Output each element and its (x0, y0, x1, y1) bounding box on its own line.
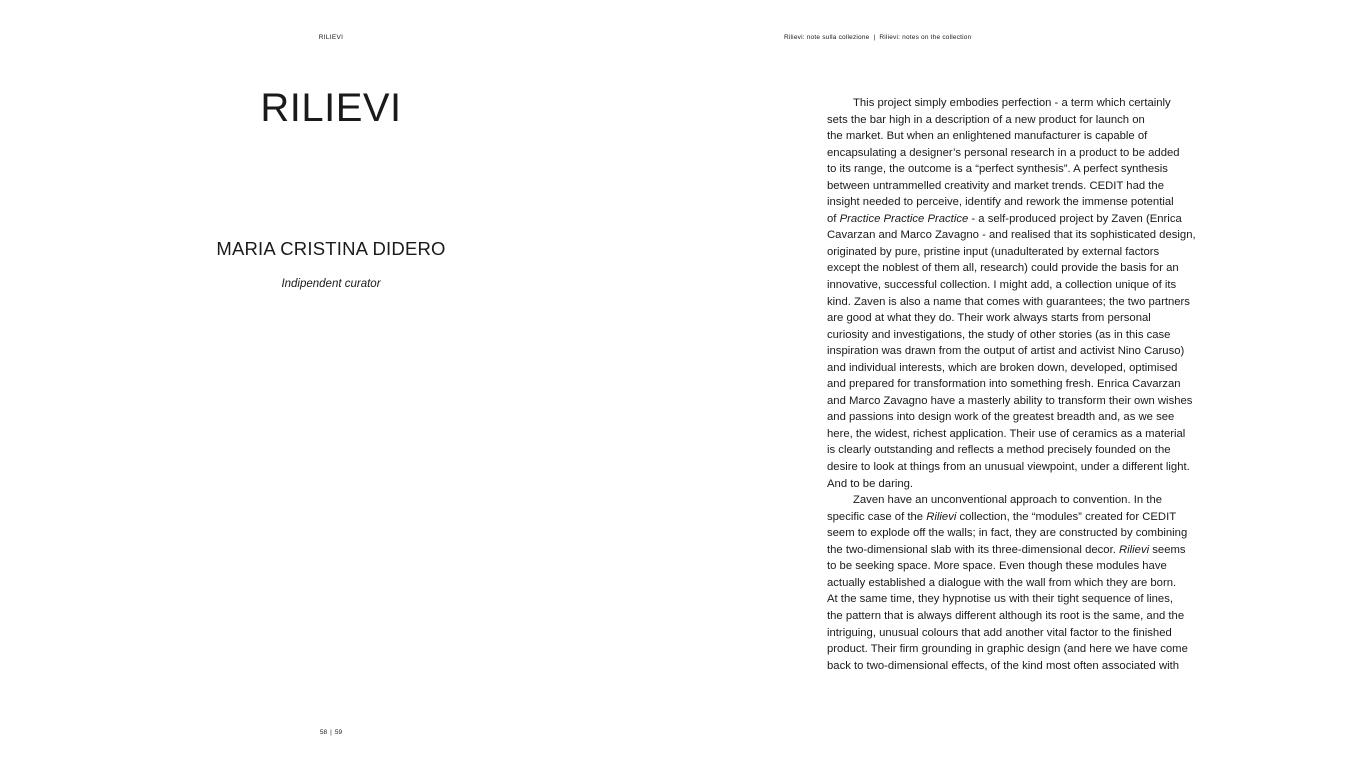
body-text-segment: inspiration was drawn from the output of artist and activist Nino Caruso) (827, 345, 1185, 358)
body-text-segment: of (827, 212, 840, 225)
page-number-left: 58 (319, 729, 328, 736)
body-text-segment: the market. But when an enlightened manufacturer is capable of (827, 130, 1148, 143)
italic-title: Rilievi (1118, 543, 1150, 556)
italic-title: Practice Practice Practice (839, 212, 969, 225)
body-line (827, 658, 1227, 675)
body-line (827, 294, 1227, 311)
body-line (827, 194, 1227, 211)
body-line (827, 227, 1227, 244)
body-text-segment: the two-dimensional slab with its three-dimensional decor. (827, 543, 1119, 556)
body-text-segment: And to be daring. (827, 477, 914, 490)
body-line (827, 161, 1227, 178)
body-line (827, 509, 1227, 526)
body-line (827, 591, 1227, 608)
running-head-right (784, 34, 971, 41)
body-text-segment: intriguing, unusual colours that add another vital factor to the finished (827, 626, 1172, 639)
body-line (827, 360, 1227, 377)
body-line (827, 95, 1227, 112)
body-text-segment: curiosity and investigations, the study of other stories (as in this case (827, 328, 1171, 341)
body-text-segment: This project simply embodies perfection - a term which certainly (853, 97, 1171, 109)
body-text-segment: actually established a dialogue with the wall from which they are born. (827, 576, 1177, 589)
author-name: MARIA CRISTINA DIDERO (216, 238, 446, 259)
body-text-segment: Zaven have an unconventional approach to convention. In the (853, 494, 1163, 507)
page-number-separator: | (330, 729, 332, 736)
body-line (827, 178, 1227, 195)
body-text-segment: desire to look at things from an unusual viewpoint, under a different light. (827, 461, 1190, 474)
body-text-segment: At the same time, they hypnotise us with their tight sequence of lines, (827, 593, 1173, 606)
body-text-segment: and individual interests, which are broken down, developed, optimised (827, 361, 1178, 374)
body-text-segment: here, the widest, richest application. Their use of ceramics as a material (827, 427, 1186, 440)
body-line (827, 310, 1227, 327)
body-line (827, 575, 1227, 592)
body-line (827, 608, 1227, 625)
body-text-segment: to be seeking space. More space. Even though these modules have (827, 560, 1167, 573)
body-line (827, 558, 1227, 575)
body-line (827, 112, 1227, 129)
author-role: Indipendent curator (281, 278, 381, 290)
page-number-right: 59 (334, 729, 343, 736)
running-head-left: RILIEVI (318, 34, 344, 41)
body-line (827, 442, 1227, 459)
body-line (827, 277, 1227, 294)
page-numbers (300, 729, 362, 736)
body-line (827, 426, 1227, 443)
body-line (827, 409, 1227, 426)
italic-title: Rilievi (926, 510, 957, 523)
body-text-segment: to its range, the outcome is a “perfect synthesis”. A perfect synthesis (827, 163, 1168, 176)
running-head-separator: | (873, 34, 876, 41)
body-line (827, 376, 1227, 393)
page-title: RILIEVI (260, 86, 402, 130)
body-line (827, 641, 1227, 658)
body-line (827, 244, 1227, 261)
body-text-segment: except the noblest of them all, research) could provide the basis for an (827, 262, 1179, 275)
body-line (827, 625, 1227, 642)
body-line (827, 343, 1227, 360)
body-text-segment: kind. Zaven is also a name that comes with guarantees; the two partners (827, 295, 1190, 308)
running-head-italian: Rilievi: note sulla collezione (784, 34, 870, 41)
body-line (827, 393, 1227, 410)
body-text-segment: innovative, successful collection. I might add, a collection unique of its (827, 279, 1177, 292)
body-text-segment: product. Their firm grounding in graphic design (and here we have come (827, 643, 1188, 656)
body-text-segment: Cavarzan and Marco Zavagno - and realised that its sophisticated design, (827, 229, 1196, 242)
body-text-segment: between untrammelled creativity and market trends. CEDIT had the (827, 179, 1164, 192)
body-text-segment: seems (1149, 543, 1186, 556)
running-head-english: Rilievi: notes on the collection (879, 34, 972, 41)
body-line (827, 542, 1227, 559)
body-text-segment: sets the bar high in a description of a new product for launch on (827, 113, 1145, 126)
body-line (827, 327, 1227, 344)
body-text-segment: - a self-produced project by Zaven (Enrica (968, 212, 1182, 225)
body-text-segment: seem to explode off the walls; in fact, they are constructed by combining (827, 527, 1188, 540)
body-line (827, 459, 1227, 476)
body-line (827, 525, 1227, 542)
body-text-segment: the pattern that is always different although its root is the same, and the (827, 609, 1185, 622)
body-text-segment: collection, the “modules” created for CEDIT (956, 510, 1177, 523)
body-text-segment: originated by pure, pristine input (unadulterated by external factors (827, 245, 1160, 258)
body-text-segment: and Marco Zavagno have a masterly ability to transform their own wishes (827, 394, 1193, 407)
article-body (827, 95, 1227, 674)
body-text-segment: specific case of the (827, 510, 927, 523)
body-text-segment: and passions into design work of the greatest breadth and, as we see (827, 411, 1175, 424)
body-text-segment: insight needed to perceive, identify and rework the immense potential (827, 196, 1174, 209)
body-line (827, 211, 1227, 228)
body-text-segment: encapsulating a designer’s personal research in a product to be added (827, 146, 1180, 159)
body-line (827, 492, 1227, 509)
body-text-segment: back to two-dimensional effects, of the kind most often associated with (827, 659, 1180, 672)
body-text-segment: are good at what they do. Their work always starts from personal (827, 312, 1151, 325)
body-text-segment: is clearly outstanding and reflects a method precisely founded on the (827, 444, 1171, 457)
body-line (827, 145, 1227, 162)
body-line (827, 128, 1227, 145)
body-text-segment: and prepared for transformation into something fresh. Enrica Cavarzan (827, 378, 1181, 391)
body-line (827, 260, 1227, 277)
body-line (827, 476, 1227, 493)
